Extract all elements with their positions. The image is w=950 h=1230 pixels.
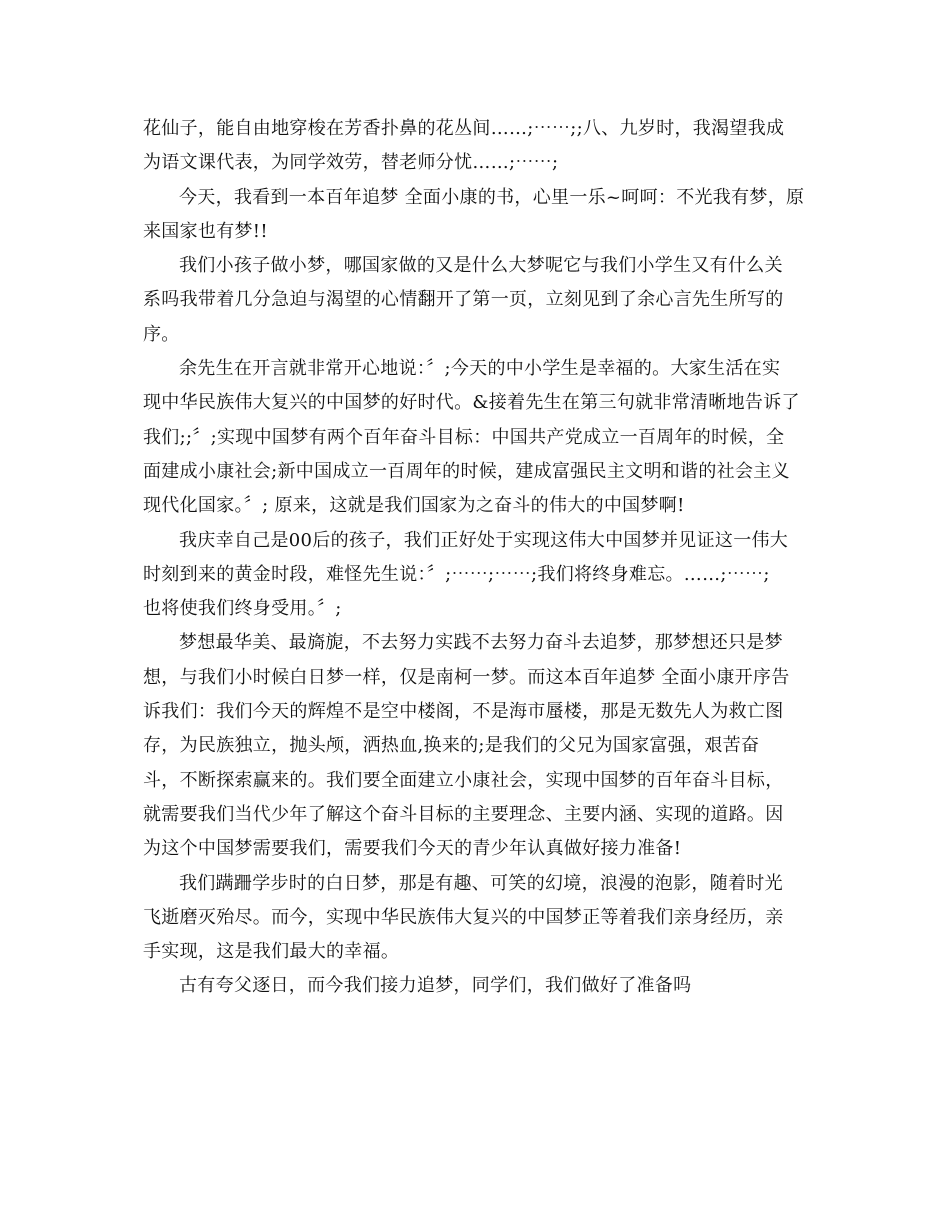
text-line: 也将使我们终身受用。〞; — [143, 598, 342, 620]
paragraph — [143, 524, 813, 627]
text-line: 来国家也有梦!! — [143, 220, 268, 242]
paragraph — [143, 181, 813, 250]
paragraph — [143, 112, 813, 181]
paragraph — [143, 867, 813, 970]
text-line: 我们小孩子做小梦，哪国家做的又是什么大梦呢它与我们小学生又有什么关 — [179, 255, 783, 277]
text-line: 我们;;〞;实现中国梦有两个百年奋斗目标：中国共产党成立一百周年的时候，全 — [143, 426, 785, 448]
text-line: 余先生在开言就非常开心地说：〞;今天的中小学生是幸福的。大家生活在实 — [179, 358, 781, 380]
text-line: 系吗我带着几分急迫与渴望的心情翻开了第一页，立刻见到了余心言先生所写的 — [143, 289, 784, 311]
text-line: 我庆幸自己是00后的孩子，我们正好处于实现这伟大中国梦并见证这一伟大 — [179, 529, 789, 551]
text-line: 我们蹒跚学步时的白日梦，那是有趣、可笑的幻境，浪漫的泡影，随着时光 — [179, 872, 783, 894]
paragraph — [143, 626, 813, 866]
text-line: 想，与我们小时候白日梦一样，仅是南柯一梦。而这本百年追梦 全面小康开序告 — [143, 666, 790, 688]
text-line: 斗，不断探索赢来的。我们要全面建立小康社会，实现中国梦的百年奋斗目标， — [143, 769, 784, 791]
text-line: 为这个中国梦需要我们，需要我们今天的青少年认真做好接力准备! — [143, 838, 682, 860]
text-line: 就需要我们当代少年了解这个奋斗目标的主要理念、主要内涵、实现的道路。因 — [143, 803, 784, 825]
text-line: 今天，我看到一本百年追梦 全面小康的书，心里一乐~呵呵：不光我有梦，原 — [179, 186, 805, 208]
text-line: 古有夸父逐日，而今我们接力追梦，同学们，我们做好了准备吗 — [179, 975, 692, 997]
text-line: 诉我们：我们今天的辉煌不是空中楼阁，不是海市蜃楼，那是无数先人为救亡图 — [143, 701, 784, 723]
paragraph — [143, 969, 813, 1003]
text-line: 现中华民族伟大复兴的中国梦的好时代。&接着先生在第三句就非常清晰地告诉了 — [143, 392, 800, 414]
text-line: 存，为民族独立，抛头颅，洒热血,换来的;是我们的父兄为国家富强，艰苦奋 — [143, 735, 760, 757]
text-line: 序。 — [143, 323, 180, 345]
document-body — [143, 112, 813, 1004]
text-line: 手实现，这是我们最大的幸福。 — [143, 941, 400, 963]
text-line: 为语文课代表，为同学效劳，替老师分忧……;⋯⋯; — [143, 152, 559, 174]
text-line: 面建成小康社会;新中国成立一百周年的时候，建成富强民主文明和谐的社会主义 — [143, 460, 790, 482]
paragraph — [143, 352, 813, 523]
text-line: 花仙子，能自由地穿梭在芳香扑鼻的花丛间……;⋯⋯;;八、九岁时，我渴望我成 — [143, 118, 785, 139]
text-line: 时刻到来的黄金时段，难怪先生说：〞;⋯⋯;⋯⋯;我们将终身难忘。……;⋯⋯; — [143, 563, 770, 585]
text-line: 梦想最华美、最旖旎，不去努力实践不去努力奋斗去追梦，那梦想还只是梦 — [179, 632, 783, 654]
text-line: 飞逝磨灭殆尽。而今，实现中华民族伟大复兴的中国梦正等着我们亲身经历，亲 — [143, 906, 784, 928]
paragraph — [143, 249, 813, 352]
text-line: 现代化国家。〞; 原来，这就是我们国家为之奋斗的伟大的中国梦啊! — [143, 495, 685, 517]
